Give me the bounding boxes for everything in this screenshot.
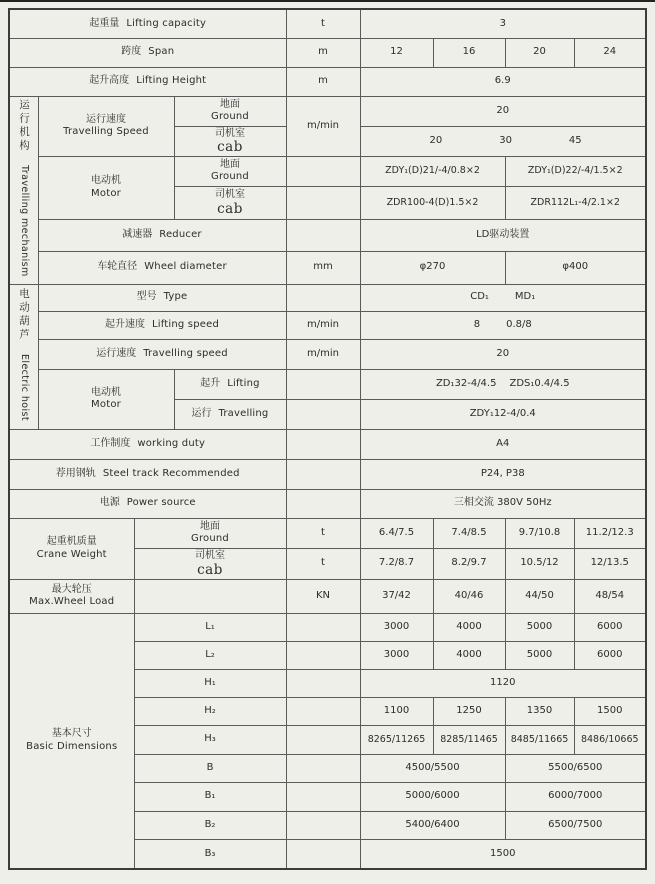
hoist-motor-unit-empty [286, 369, 360, 399]
sublabel-cn: 司机室 [215, 127, 245, 139]
label-cn: 跨度 [121, 46, 142, 58]
sublabel-cn: 地面 [220, 98, 240, 110]
travel-motor-unit-empty [286, 156, 360, 186]
value: 20 [429, 134, 443, 146]
dim-h3-value-0: 8265/11265 [360, 725, 433, 754]
max-wheel-load-value-2: 44/50 [505, 579, 574, 613]
label-cn: 荐用钢轨 [55, 467, 96, 479]
label-cn: 运行速度 [96, 347, 137, 359]
hoist-travelling-speed-label [38, 339, 286, 369]
row-span [9, 38, 646, 67]
dim-b3-sublabel: B₃ [134, 839, 286, 869]
dim-h3-value-3: 8486/10665 [574, 725, 646, 754]
crane-weight-ground-sublabel [134, 518, 286, 548]
crane-weight-ground-value-1: 7.4/8.5 [433, 518, 505, 548]
max-wheel-load-unit: KN [286, 579, 360, 613]
span-value-1: 16 [433, 38, 505, 67]
row-max-wheel-load [9, 579, 646, 613]
label-en: Motor [91, 399, 121, 410]
dim-unit-empty [286, 697, 360, 725]
label-cn: 基本尺寸 [51, 728, 92, 740]
dim-unit-empty [286, 839, 360, 869]
crane-weight-ground-value-3: 11.2/12.3 [574, 518, 646, 548]
value: 0.8/8 [506, 318, 532, 330]
label-cn: 电动机 [91, 386, 121, 398]
hoist-type-label [38, 284, 286, 311]
sublabel-en: Ground [211, 111, 249, 122]
row-wheel-diameter [9, 251, 646, 284]
value: MD₁ [514, 291, 536, 303]
hoist-motor-lifting-values [360, 369, 646, 399]
label-en: Span [148, 46, 175, 58]
group-travelling-mechanism [9, 96, 38, 284]
wheel-diameter-value-1: φ400 [505, 251, 646, 284]
row-reducer [9, 219, 646, 251]
value: 45 [568, 134, 582, 146]
max-wheel-load-sublabel-empty [134, 579, 286, 613]
group-label-en: Travelling mechanism [19, 165, 31, 277]
working-duty-value: A4 [360, 429, 646, 459]
hoist-travelling-speed-unit: m/min [286, 339, 360, 369]
hoist-motor-travelling-sublabel [174, 399, 286, 429]
travel-speed-ground-sublabel [174, 96, 286, 126]
wheel-diameter-unit: mm [286, 251, 360, 284]
dim-b2-value-1: 6500/7500 [505, 811, 646, 839]
dim-l1-value-1: 4000 [433, 613, 505, 641]
dim-l2-value-3: 6000 [574, 641, 646, 669]
dim-h1-value: 1120 [360, 669, 646, 697]
dim-l1-value-0: 3000 [360, 613, 433, 641]
travel-motor-cab-sublabel [174, 186, 286, 219]
dim-unit-empty [286, 811, 360, 839]
label-cn: 车轮直径 [97, 261, 138, 273]
working-duty-label [9, 429, 286, 459]
label-en: Steel track Recommended [102, 467, 240, 479]
lifting-capacity-unit: t [286, 9, 360, 38]
sublabel-cn: 运行 [191, 407, 212, 419]
dim-l1-sublabel: L₁ [134, 613, 286, 641]
travel-speed-ground-value: 20 [360, 96, 646, 126]
travel-motor-ground-sublabel [174, 156, 286, 186]
dim-h3-value-2: 8485/11665 [505, 725, 574, 754]
hoist-travelling-speed-value: 20 [360, 339, 646, 369]
crane-weight-ground-unit: t [286, 518, 360, 548]
sublabel-en: cab [217, 200, 243, 217]
label-cn: 起升速度 [104, 318, 145, 330]
dim-h3-value-1: 8285/11465 [433, 725, 505, 754]
dim-b3-value: 1500 [360, 839, 646, 869]
dim-l2-value-0: 3000 [360, 641, 433, 669]
row-travel-speed-ground [9, 96, 646, 126]
dim-b2-sublabel: B₂ [134, 811, 286, 839]
lifting-capacity-value: 3 [360, 9, 646, 38]
crane-weight-label [9, 518, 134, 579]
lifting-height-unit: m [286, 67, 360, 96]
hoist-motor-travelling-value: ZDY₁12-4/0.4 [360, 399, 646, 429]
value: ZD₁32-4/4.5 [435, 377, 497, 389]
crane-weight-cab-value-1: 8.2/9.7 [433, 548, 505, 579]
label-cn: 减速器 [122, 228, 153, 240]
steel-track-unit-empty [286, 459, 360, 489]
label-cn: 运行速度 [86, 113, 126, 125]
label-en: Wheel diameter [144, 261, 227, 273]
lifting-height-label [9, 67, 286, 96]
group-label-cn: 运行机构 [18, 98, 31, 153]
reducer-unit-empty [286, 219, 360, 251]
dim-l2-value-2: 5000 [505, 641, 574, 669]
crane-spec-table [8, 8, 647, 870]
group-label-en: Electric hoist [19, 353, 31, 421]
label-cn: 起重量 [89, 17, 120, 29]
max-wheel-load-label [9, 579, 134, 613]
scan-page-edge [0, 0, 655, 2]
label-cn: 型号 [136, 291, 157, 303]
power-source-value: 三相交流 380V 50Hz [360, 489, 646, 518]
travel-motor-ground-value-0: ZDY₁(D)21/-4/0.8×2 [360, 156, 505, 186]
dim-h2-sublabel: H₂ [134, 697, 286, 725]
value: 30 [499, 134, 512, 146]
row-hoist-lifting-speed [9, 311, 646, 339]
sublabel-en: Lifting [227, 377, 260, 389]
dim-h2-value-0: 1100 [360, 697, 433, 725]
label-en: Reducer [159, 228, 202, 240]
steel-track-label [9, 459, 286, 489]
crane-weight-cab-value-0: 7.2/8.7 [360, 548, 433, 579]
label-en: Lifting speed [151, 318, 220, 330]
hoist-lifting-speed-unit: m/min [286, 311, 360, 339]
dim-l1-value-2: 5000 [505, 613, 574, 641]
crane-weight-cab-sublabel [134, 548, 286, 579]
travel-speed-label [38, 96, 174, 156]
row-working-duty [9, 429, 646, 459]
label-en: Travelling Speed [63, 126, 149, 137]
label-en: Lifting Height [136, 75, 207, 87]
dim-b1-value-1: 6000/7000 [505, 782, 646, 811]
crane-weight-ground-value-2: 9.7/10.8 [505, 518, 574, 548]
basic-dimensions-label [9, 613, 134, 869]
sublabel-cn: 起升 [200, 377, 221, 389]
group-label-cn: 电动葫芦 [18, 287, 31, 342]
reducer-value: LD驱动装置 [360, 219, 646, 251]
label-en: Lifting capacity [126, 17, 207, 29]
label-en: Crane Weight [36, 548, 107, 560]
sublabel-en: Ground [211, 171, 249, 182]
max-wheel-load-value-1: 40/46 [433, 579, 505, 613]
label-en: Type [163, 291, 188, 303]
row-crane-weight-ground [9, 518, 646, 548]
label-cn: 电动机 [91, 175, 121, 186]
max-wheel-load-value-0: 37/42 [360, 579, 433, 613]
group-label-vertical [17, 288, 30, 421]
reducer-label [38, 219, 286, 251]
dim-b1-sublabel: B₁ [134, 782, 286, 811]
label-en: Max.Wheel Load [29, 596, 115, 607]
sublabel-cn: 地面 [220, 158, 240, 170]
row-hoist-motor-lifting [9, 369, 646, 399]
hoist-type-unit-empty [286, 284, 360, 311]
dim-unit-empty [286, 669, 360, 697]
group-label-vertical [17, 99, 30, 277]
crane-weight-cab-unit: t [286, 548, 360, 579]
dim-l2-value-1: 4000 [433, 641, 505, 669]
label-cn: 起重机质量 [46, 536, 97, 547]
dim-unit-empty [286, 782, 360, 811]
label-en: Basic Dimensions [26, 740, 118, 752]
row-lifting-height [9, 67, 646, 96]
sublabel-en: Travelling [218, 407, 269, 419]
span-value-3: 24 [574, 38, 646, 67]
label-en: working duty [137, 437, 206, 449]
dim-h2-value-3: 1500 [574, 697, 646, 725]
working-duty-unit-empty [286, 429, 360, 459]
span-label [9, 38, 286, 67]
label-cn: 工作制度 [90, 437, 131, 449]
dim-b-value-0: 4500/5500 [360, 754, 505, 782]
row-hoist-type [9, 284, 646, 311]
dim-l2-sublabel: L₂ [134, 641, 286, 669]
row-lifting-capacity [9, 9, 646, 38]
label-en: Power source [126, 497, 196, 509]
hoist-type-values [360, 284, 646, 311]
value: ZDS₁0.4/4.5 [509, 377, 570, 389]
travel-motor-cab-value-0: ZDR100-4(D)1.5×2 [360, 186, 505, 219]
sublabel-en: Ground [191, 533, 229, 544]
dim-l1-value-3: 6000 [574, 613, 646, 641]
dim-h3-sublabel: H₃ [134, 725, 286, 754]
power-source-unit-empty [286, 489, 360, 518]
span-unit: m [286, 38, 360, 67]
span-value-2: 20 [505, 38, 574, 67]
label-en: Motor [91, 187, 121, 199]
dim-b-value-1: 5500/6500 [505, 754, 646, 782]
power-source-label [9, 489, 286, 518]
travel-motor-ground-value-1: ZDY₁(D)22/-4/1.5×2 [505, 156, 646, 186]
crane-weight-ground-value-0: 6.4/7.5 [360, 518, 433, 548]
value: 8 [473, 318, 481, 330]
label-cn: 电源 [99, 497, 120, 509]
group-electric-hoist [9, 284, 38, 429]
dim-b2-value-0: 5400/6400 [360, 811, 505, 839]
row-steel-track [9, 459, 646, 489]
crane-weight-cab-value-3: 12/13.5 [574, 548, 646, 579]
value: CD₁ [470, 291, 489, 303]
hoist-lifting-speed-values [360, 311, 646, 339]
lifting-height-value: 6.9 [360, 67, 646, 96]
hoist-motor-label [38, 369, 174, 429]
wheel-diameter-label [38, 251, 286, 284]
lifting-capacity-label [9, 9, 286, 38]
travel-motor-label [38, 156, 174, 219]
sublabel-en: cab [197, 561, 223, 578]
travel-speed-unit: m/min [286, 96, 360, 156]
sublabel-en: cab [217, 139, 243, 156]
row-dim-l1 [9, 613, 646, 641]
dim-unit-empty [286, 725, 360, 754]
dim-unit-empty [286, 754, 360, 782]
label-cn: 起升高度 [89, 75, 130, 87]
travel-speed-cab-sublabel [174, 126, 286, 156]
travel-motor-cab-value-1: ZDR112L₁-4/2.1×2 [505, 186, 646, 219]
sublabel-cn: 地面 [200, 520, 220, 532]
max-wheel-load-value-3: 48/54 [574, 579, 646, 613]
row-travel-motor-ground [9, 156, 646, 186]
sublabel-cn: 司机室 [195, 550, 225, 562]
dim-unit-empty [286, 613, 360, 641]
dim-h1-sublabel: H₁ [134, 669, 286, 697]
hoist-motor-unit-empty [286, 399, 360, 429]
hoist-motor-lifting-sublabel [174, 369, 286, 399]
crane-weight-cab-value-2: 10.5/12 [505, 548, 574, 579]
dim-h2-value-1: 1250 [433, 697, 505, 725]
travel-speed-cab-values [360, 126, 646, 156]
wheel-diameter-value-0: φ270 [360, 251, 505, 284]
travel-motor-unit-empty [286, 186, 360, 219]
label-cn: 最大轮压 [51, 583, 92, 595]
dim-b1-value-0: 5000/6000 [360, 782, 505, 811]
row-power-source [9, 489, 646, 518]
label-en: Travelling speed [143, 347, 228, 359]
steel-track-value: P24, P38 [360, 459, 646, 489]
dim-h2-value-2: 1350 [505, 697, 574, 725]
dim-unit-empty [286, 641, 360, 669]
dim-b-sublabel: B [134, 754, 286, 782]
sublabel-cn: 司机室 [215, 189, 245, 201]
span-value-0: 12 [360, 38, 433, 67]
hoist-lifting-speed-label [38, 311, 286, 339]
row-hoist-travelling-speed [9, 339, 646, 369]
